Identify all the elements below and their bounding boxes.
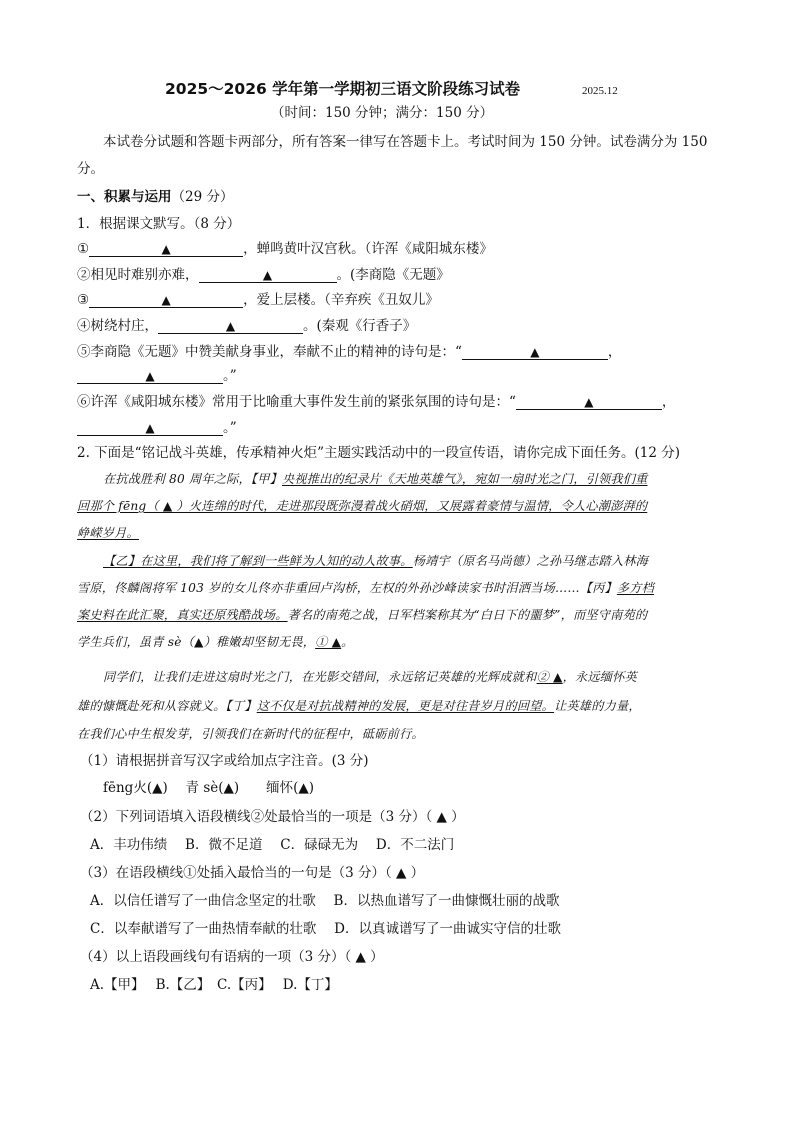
q1-item-5-text: ⑤李商隐《无题》中赞美献身事业，奉献不止的精神的诗句是：“ xyxy=(77,344,462,360)
q1-item-4 xyxy=(77,317,416,335)
subq-3-options-ab: A．以信任谱写了一曲信念坚定的壮歌 B．以热血谱写了一曲慷慨壮丽的战歌 xyxy=(90,893,560,909)
subq-1-items: fēng火(▲) 青 sè(▲) 缅怀(▲) xyxy=(103,780,315,796)
answer-blank[interactable] xyxy=(77,419,223,436)
q1-item-6-sep: ， xyxy=(661,394,676,410)
subq-4-options: A.【甲】 B.【乙】 C.【丙】 D.【丁】 xyxy=(90,977,338,993)
passage-p1-line-2: 回那个 fēng（ ▲ ）火连绵的时代，走进那段既弥漫着战火硝烟，又展露着豪情与温情，令人心潮澎湃的 xyxy=(77,499,648,513)
q1-item-2-text: ②相见时难别亦难， xyxy=(77,267,199,283)
question-2-stem: 2. 下面是“铭记战斗英雄，传承精神火炬”主题实践活动中的一段宣传语，请你完成下面任务。(12 分) xyxy=(77,445,680,461)
q1-item-5-cont xyxy=(77,367,237,385)
q1-item-4-source: 。(秦观《行香子》 xyxy=(303,318,417,334)
answer-blank[interactable] xyxy=(158,317,303,334)
passage-p1-line-1 xyxy=(103,470,648,488)
q1-item-3-text: ，爱上层楼。（辛弃疾《丑奴儿》 xyxy=(243,292,439,308)
passage-p2-line-1 xyxy=(103,552,648,570)
passage-p3-line-2 xyxy=(77,697,641,715)
q1-item-5 xyxy=(77,343,621,361)
passage-p3-line-3: 在我们心中生根发芽，引领我们在新时代的征程中，砥砺前行。 xyxy=(77,727,424,741)
passage-blank-1[interactable]: ① ▲ xyxy=(315,635,342,649)
subq-2-options: A．丰功伟绩 B．微不足道 C．碌碌无为 D．不二法门 xyxy=(90,837,455,853)
passage-p1-line-3: 峥嵘岁月。 xyxy=(77,526,139,540)
q1-item-1 xyxy=(77,240,493,258)
q1-item-6-cont xyxy=(77,419,237,437)
passage-text: 让英雄的力量， xyxy=(554,699,641,713)
passage-blank-2[interactable]: ② ▲ xyxy=(536,670,563,684)
q1-item-6-end: 。” xyxy=(223,420,237,436)
subq-1-stem: （1）请根据拼音写汉字或给加点字注音。(3 分) xyxy=(80,753,369,769)
exam-date: 2025.12 xyxy=(582,85,618,97)
q1-item-2-source: 。(李商隐《无题》 xyxy=(336,267,450,283)
triangle-marker: ▲ xyxy=(145,369,155,383)
passage-p2-line-4 xyxy=(77,633,354,651)
triangle-marker: ▲ xyxy=(225,319,236,333)
passage-p2-line-3 xyxy=(77,606,647,624)
section-heading-score: （29 分） xyxy=(171,189,234,205)
passage-text: 在抗战胜利 80 周年之际，【甲】 xyxy=(103,472,282,486)
answer-blank[interactable] xyxy=(462,343,608,360)
passage-underlined: 【乙】在这里，我们将了解到一些鲜为人知的动人故事。 xyxy=(103,554,413,568)
triangle-marker: ▲ xyxy=(161,242,171,256)
passage-underlined: 这不仅是对抗战精神的发展，更是对往昔岁月的回望。 xyxy=(256,699,555,713)
passage-text: 雪原，佟麟阁将军 103 岁的女儿佟亦非重回卢沟桥，左权的外孙沙峰读家书时泪洒当场……【丙】 xyxy=(77,581,617,595)
triangle-marker: ▲ xyxy=(584,395,594,409)
answer-blank[interactable] xyxy=(89,291,243,308)
answer-blank[interactable] xyxy=(89,240,243,257)
section-heading xyxy=(77,188,233,206)
triangle-marker: ▲ xyxy=(161,293,171,307)
q1-item-2 xyxy=(77,266,450,284)
q1-item-1-number: ① xyxy=(77,241,90,257)
intro-line-2: 分。 xyxy=(77,161,104,177)
subq-3-stem: （3）在语段横线①处插入最恰当的一句是（3 分）（ ▲ ） xyxy=(80,865,425,881)
passage-text: 。 xyxy=(341,635,354,649)
passage-p3-line-1 xyxy=(103,668,637,686)
subq-4-stem: （4）以上语段画线句有语病的一项（3 分）（ ▲ ） xyxy=(80,949,384,965)
exam-title: 2025～2026 学年第一学期初三语文阶段练习试卷 xyxy=(165,80,521,98)
subq-2-stem: （2）下列词语填入语段横线②处最恰当的一项是（3 分）（ ▲ ） xyxy=(80,809,465,825)
answer-blank[interactable] xyxy=(199,266,337,283)
q1-item-3-number: ③ xyxy=(77,292,90,308)
q1-item-3 xyxy=(77,291,439,309)
answer-blank[interactable] xyxy=(516,393,662,410)
passage-text: 雄的慷慨赴死和从容就义。【丁】 xyxy=(77,699,257,713)
passage-p2-line-2 xyxy=(77,579,654,597)
passage-underlined: 央视推出的纪录片《天地英雄气》，宛如一扇时光之门，引领我们重 xyxy=(282,472,648,486)
passage-text: 同学们，让我们走进这扇时光之门，在光影交错间，永远铭记英雄的光辉成就和 xyxy=(103,670,537,684)
subq-3-options-cd: C．以奉献谱写了一曲热情奉献的壮歌 D．以真诚谱写了一曲诚实守信的壮歌 xyxy=(90,921,561,937)
intro-line-1: 本试卷分试题和答题卡两部分，所有答案一律写在答题卡上。考试时间为 150 分钟。试卷满分为 150 xyxy=(103,134,708,150)
triangle-marker: ▲ xyxy=(530,345,540,359)
triangle-marker: ▲ xyxy=(262,268,273,282)
triangle-marker: ▲ xyxy=(145,421,155,435)
answer-blank[interactable] xyxy=(77,367,223,384)
q1-item-6 xyxy=(77,393,675,411)
exam-subtitle: （时间：150 分钟；满分：150 分） xyxy=(271,105,494,121)
question-1-stem: 1．根据课文默写。（8 分） xyxy=(77,216,241,232)
q1-item-5-end: 。” xyxy=(223,368,237,384)
q1-item-6-text: ⑥许浑《咸阳城东楼》常用于比喻重大事件发生前的紧张氛围的诗句是：“ xyxy=(77,394,516,410)
passage-text: 学生兵们，虽青 sè（▲）稚嫩却坚韧无畏， xyxy=(77,635,316,649)
q1-item-1-text: ，蝉鸣黄叶汉宫秋。（许浑《咸阳城东楼》 xyxy=(243,241,493,257)
passage-text: ，永远缅怀英 xyxy=(562,670,637,684)
section-heading-text: 一、积累与运用 xyxy=(77,189,172,205)
q1-item-4-text: ④树绕村庄， xyxy=(77,318,158,334)
passage-text: 著名的南苑之战，日军档案称其为“白日下的噩梦”，而坚守南苑的 xyxy=(287,608,648,622)
passage-underlined: 案史料在此汇聚，真实还原残酷战场。 xyxy=(77,608,288,622)
passage-text: 杨靖宇（原名马尚德）之孙马继志踏入林海 xyxy=(412,554,649,568)
passage-underlined: 多方档 xyxy=(616,581,655,595)
q1-item-5-sep: ， xyxy=(607,344,622,360)
